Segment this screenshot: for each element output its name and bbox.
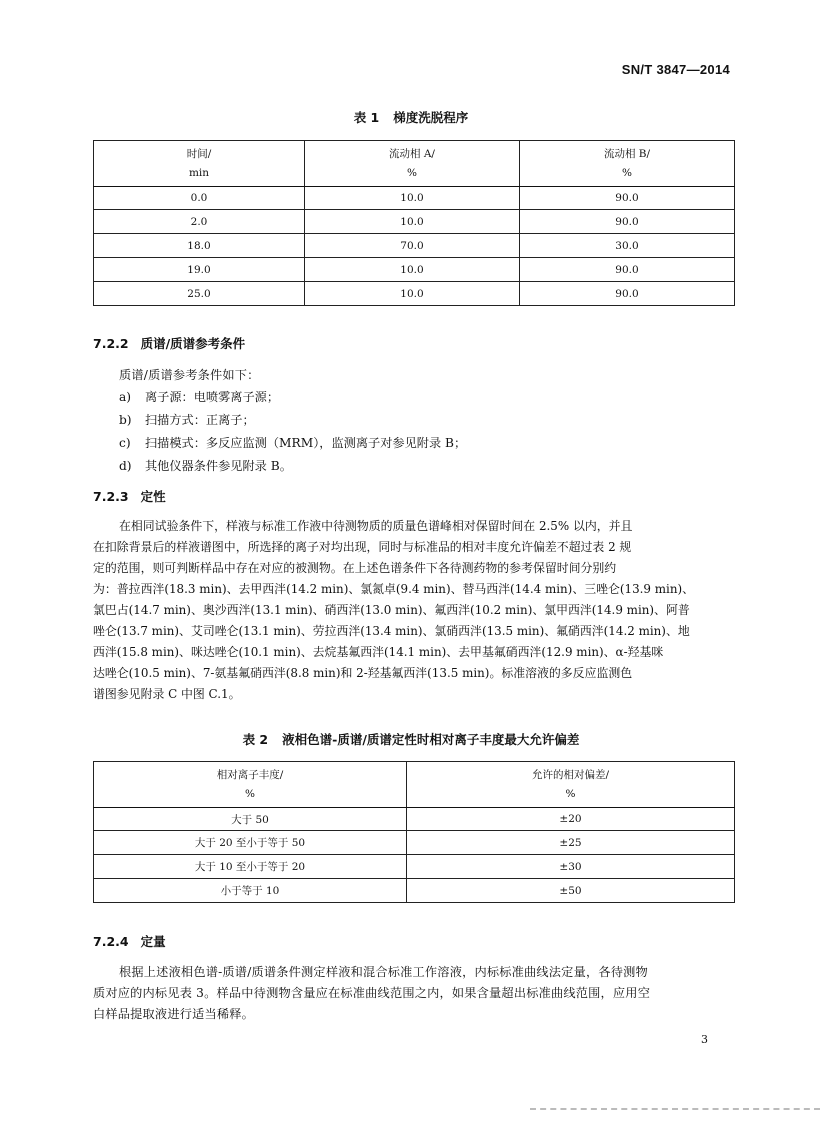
table-row	[94, 831, 735, 855]
text-line: 白样品提取液进行适当稀释。	[93, 1007, 255, 1021]
table2-title: 液相色谱-质谱/质谱定性时相对离子丰度最大允许偏差	[282, 732, 580, 747]
text-line: 质对应的内标见表 3。样品中待测物含量应在标准曲线范围之内，如果含量超出标准曲线范围，应用空	[93, 986, 651, 1000]
section-number: 7.2.3	[93, 489, 129, 504]
quantitative-paragraph	[93, 962, 733, 1025]
section-title: 质谱/质谱参考条件	[140, 336, 246, 351]
table-row	[94, 879, 735, 903]
ms-conditions-intro: 质谱/质谱参考条件如下：	[119, 368, 260, 382]
table-cell: ±20	[407, 808, 735, 831]
page-number: 3	[701, 1033, 708, 1046]
table-cell: 18.0	[94, 234, 305, 258]
text-line: 在相同试验条件下，样液与标准工作液中待测物质的质量色谱峰相对保留时间在 2.5% 以内，并且	[119, 519, 633, 533]
section-number: 7.2.2	[93, 336, 129, 351]
text-line: 定的范围，则可判断样品中存在对应的被测物。在上述色谱条件下各待测药物的参考保留时间分别约	[93, 561, 617, 575]
text-line: 为：普拉西泮(18.3 min)、去甲西泮(14.2 min)、氯氮卓(9.4 min)、替马西泮(14.4 min)、三唑仑(13.9 min)、	[93, 582, 695, 596]
table-row	[94, 808, 735, 831]
table-row	[94, 210, 735, 234]
text-line: 氯巴占(14.7 min)、奥沙西泮(13.1 min)、硝西泮(13.0 min)、氟西泮(10.2 min)、氯甲西泮(14.9 min)、阿普	[93, 603, 690, 617]
table1-caption	[0, 108, 822, 126]
table-cell: 25.0	[94, 282, 305, 306]
table-cell: ±30	[407, 855, 735, 879]
table-cell: 90.0	[520, 187, 735, 210]
table2-header-abundance: 相对离子丰度/ %	[94, 762, 407, 808]
table-cell: 90.0	[520, 282, 735, 306]
table-cell: 19.0	[94, 258, 305, 282]
table2-number: 表 2	[242, 732, 269, 747]
table-row	[94, 258, 735, 282]
table1-header-time: 时间/ min	[94, 141, 305, 187]
section-title: 定量	[140, 934, 166, 949]
table-cell: ±25	[407, 831, 735, 855]
table1-header-phase-a: 流动相 A/ %	[305, 141, 520, 187]
section-heading-7-2-3	[93, 487, 166, 505]
footer-divider	[530, 1108, 820, 1110]
table1-number: 表 1	[353, 110, 380, 125]
text-line: 西泮(15.8 min)、咪达唑仑(10.1 min)、去烷基氟西泮(14.1 min)、去甲基氟硝西泮(12.9 min)、α-羟基咪	[93, 645, 664, 659]
table-cell: 70.0	[305, 234, 520, 258]
table-cell: 小于等于 10	[94, 879, 407, 903]
table-cell: 30.0	[520, 234, 735, 258]
table-cell: 10.0	[305, 282, 520, 306]
table-cell: 90.0	[520, 210, 735, 234]
section-title: 定性	[140, 489, 166, 504]
document-code: SN/T 3847—2014	[621, 62, 730, 77]
table2-header-deviation: 允许的相对偏差/ %	[407, 762, 735, 808]
section-heading-7-2-4	[93, 932, 166, 950]
table-cell: 10.0	[305, 210, 520, 234]
table-cell: 大于 50	[94, 808, 407, 831]
text-line: 达唑仑(10.5 min)、7-氨基氟硝西泮(8.8 min)和 2-羟基氟西泮(13.5 min)。标准溶液的多反应监测色	[93, 666, 633, 680]
table-cell: 2.0	[94, 210, 305, 234]
table-cell: 10.0	[305, 187, 520, 210]
table-row	[94, 234, 735, 258]
table-cell: 0.0	[94, 187, 305, 210]
list-item: a) 离子源：电喷雾离子源；	[119, 390, 280, 404]
list-item: c) 扫描模式：多反应监测（MRM），监测离子对参见附录 B；	[119, 436, 467, 450]
section-number: 7.2.4	[93, 934, 129, 949]
list-item: b) 扫描方式：正离子；	[119, 413, 255, 427]
ion-abundance-tolerance-table	[93, 761, 735, 903]
table-row	[94, 855, 735, 879]
table-cell: ±50	[407, 879, 735, 903]
text-line: 谱图参见附录 C 中图 C.1。	[93, 687, 241, 701]
text-line: 唑仑(13.7 min)、艾司唑仑(13.1 min)、劳拉西泮(13.4 min)、氯硝西泮(13.5 min)、氟硝西泮(14.2 min)、地	[93, 624, 690, 638]
qualitative-paragraph	[93, 516, 733, 705]
table1-header-phase-b: 流动相 B/ %	[520, 141, 735, 187]
text-line: 在扣除背景后的样液谱图中，所选择的离子对均出现，同时与标准品的相对丰度允许偏差不超过表 2 规	[93, 540, 632, 554]
gradient-elution-table	[93, 140, 735, 306]
table1-title: 梯度洗脱程序	[393, 110, 469, 125]
text-line: 根据上述液相色谱-质谱/质谱条件测定样液和混合标准工作溶液，内标标准曲线法定量，各待测物	[119, 965, 648, 979]
table-cell: 大于 10 至小于等于 20	[94, 855, 407, 879]
section-heading-7-2-2	[93, 334, 245, 352]
list-item: d) 其他仪器条件参见附录 B。	[119, 459, 292, 473]
table2-caption	[0, 730, 822, 748]
table-cell: 大于 20 至小于等于 50	[94, 831, 407, 855]
table-cell: 10.0	[305, 258, 520, 282]
table-cell: 90.0	[520, 258, 735, 282]
ms-conditions-list	[119, 386, 466, 478]
table-row	[94, 187, 735, 210]
table-row	[94, 282, 735, 306]
